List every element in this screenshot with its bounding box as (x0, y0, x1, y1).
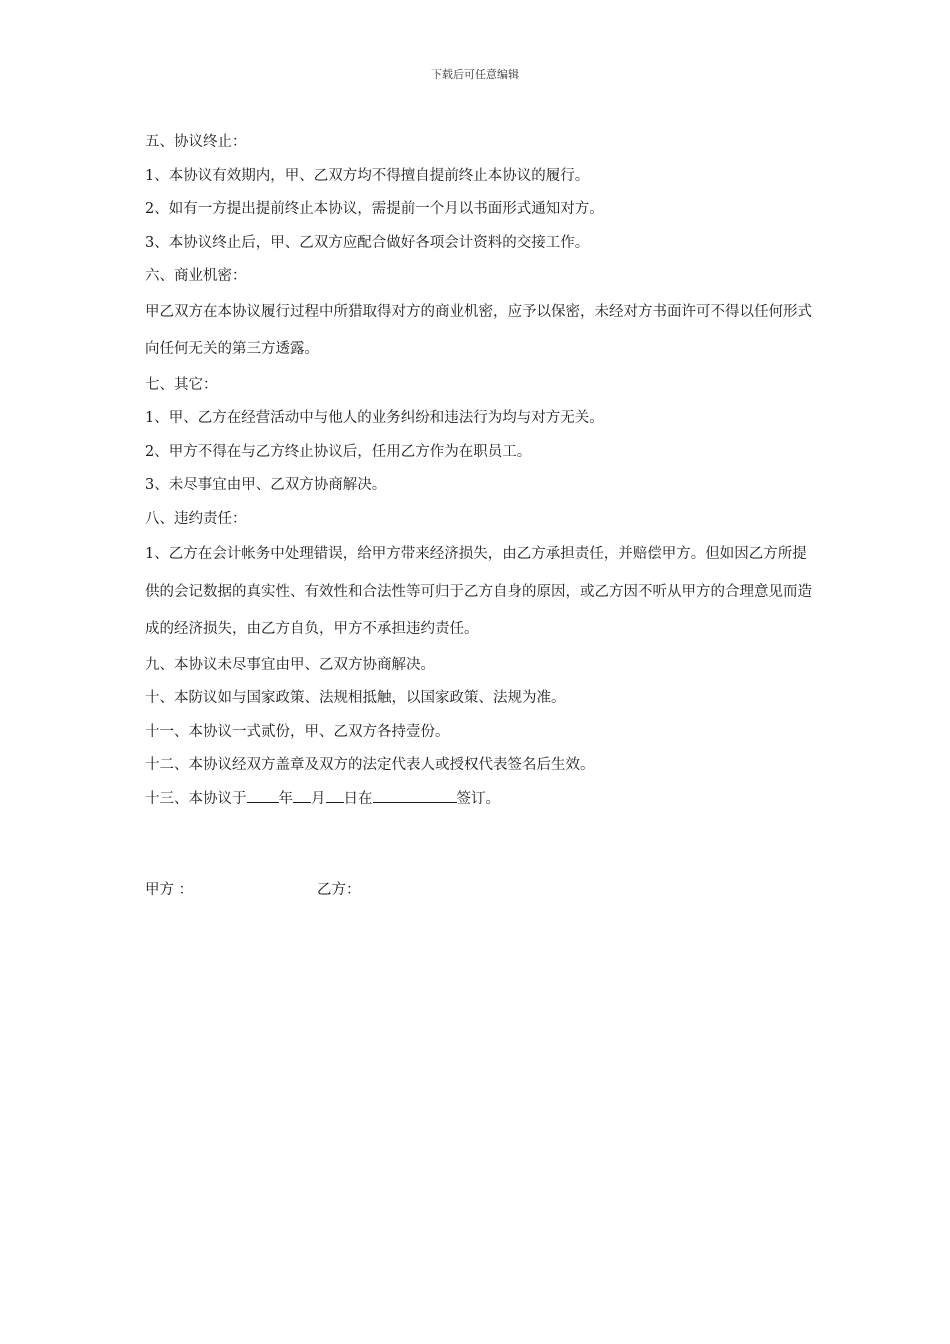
other-item-2: 2、甲方不得在与乙方终止协议后，任用乙方作为在职员工。 (145, 443, 532, 460)
month-label: 月 (311, 790, 326, 807)
clause-10: 十、本防议如与国家政策、法规相抵触，以国家政策、法规为准。 (145, 690, 566, 706)
party-a-signature-label: 甲方 ： (145, 882, 194, 898)
section-heading-secrets: 六、商业机密： (145, 268, 247, 284)
clause-12: 十二、本协议经双方盖章及双方的法定代表人或授权代表签名后生效。 (145, 757, 595, 773)
section-heading-other: 七、其它： (145, 376, 218, 393)
clause-11: 十一、本协议一式贰份，甲、乙双方各持壹份。 (145, 723, 450, 740)
signature-block (145, 878, 815, 902)
signing-prefix: 十三、本协议于 (145, 790, 247, 807)
day-blank (326, 788, 344, 803)
party-b-signature-label: 乙方： (317, 882, 361, 898)
section-heading-liability: 八、违约责任： (145, 510, 247, 527)
signing-suffix: 签订。 (456, 790, 500, 807)
clause-9: 九、本协议未尽事宜由甲、乙双方协商解决。 (145, 656, 435, 673)
termination-item-2: 2、如有一方提出提前终止本协议，需提前一个月以书面形式通知对方。 (145, 201, 604, 217)
liability-paragraph: 1、乙方在会计帐务中处理错误，给甲方带来经济损失，由乙方承担责任，并赔偿甲方。但如因乙方所提供的会记数据的真实性、有效性和合法性等可归于乙方自身的原因，或乙方因不听从甲方的合理意见而造成的经济损失，由乙方自负，甲方不承担违约责任。 (145, 546, 812, 637)
secrets-paragraph: 甲乙双方在本协议履行过程中所猎取得对方的商业机密，应予以保密，未经对方书面许可不得以任何形式向任何无关的第三方透露。 (145, 303, 812, 357)
termination-item-1: 1、本协议有效期内，甲、乙双方均不得擅自提前终止本协议的履行。 (145, 167, 590, 184)
month-blank (293, 788, 311, 803)
place-blank (373, 788, 457, 803)
other-item-3: 3、未尽事宜由甲、乙双方协商解决。 (145, 477, 387, 493)
clause-13-signing-date (145, 783, 815, 817)
year-label: 年 (278, 790, 293, 807)
termination-item-3: 3、本协议终止后，甲、乙双方应配合做好各项会计资料的交接工作。 (145, 234, 590, 251)
other-item-1: 1、甲、乙方在经营活动中与他人的业务纠纷和违法行为均与对方无关。 (145, 410, 604, 426)
section-heading-termination: 五、协议终止： (145, 134, 247, 150)
day-label: 日在 (343, 790, 373, 807)
agreement-body (145, 126, 815, 816)
page-header-note: 下载后可任意编辑 (431, 68, 519, 81)
year-blank (247, 788, 279, 803)
